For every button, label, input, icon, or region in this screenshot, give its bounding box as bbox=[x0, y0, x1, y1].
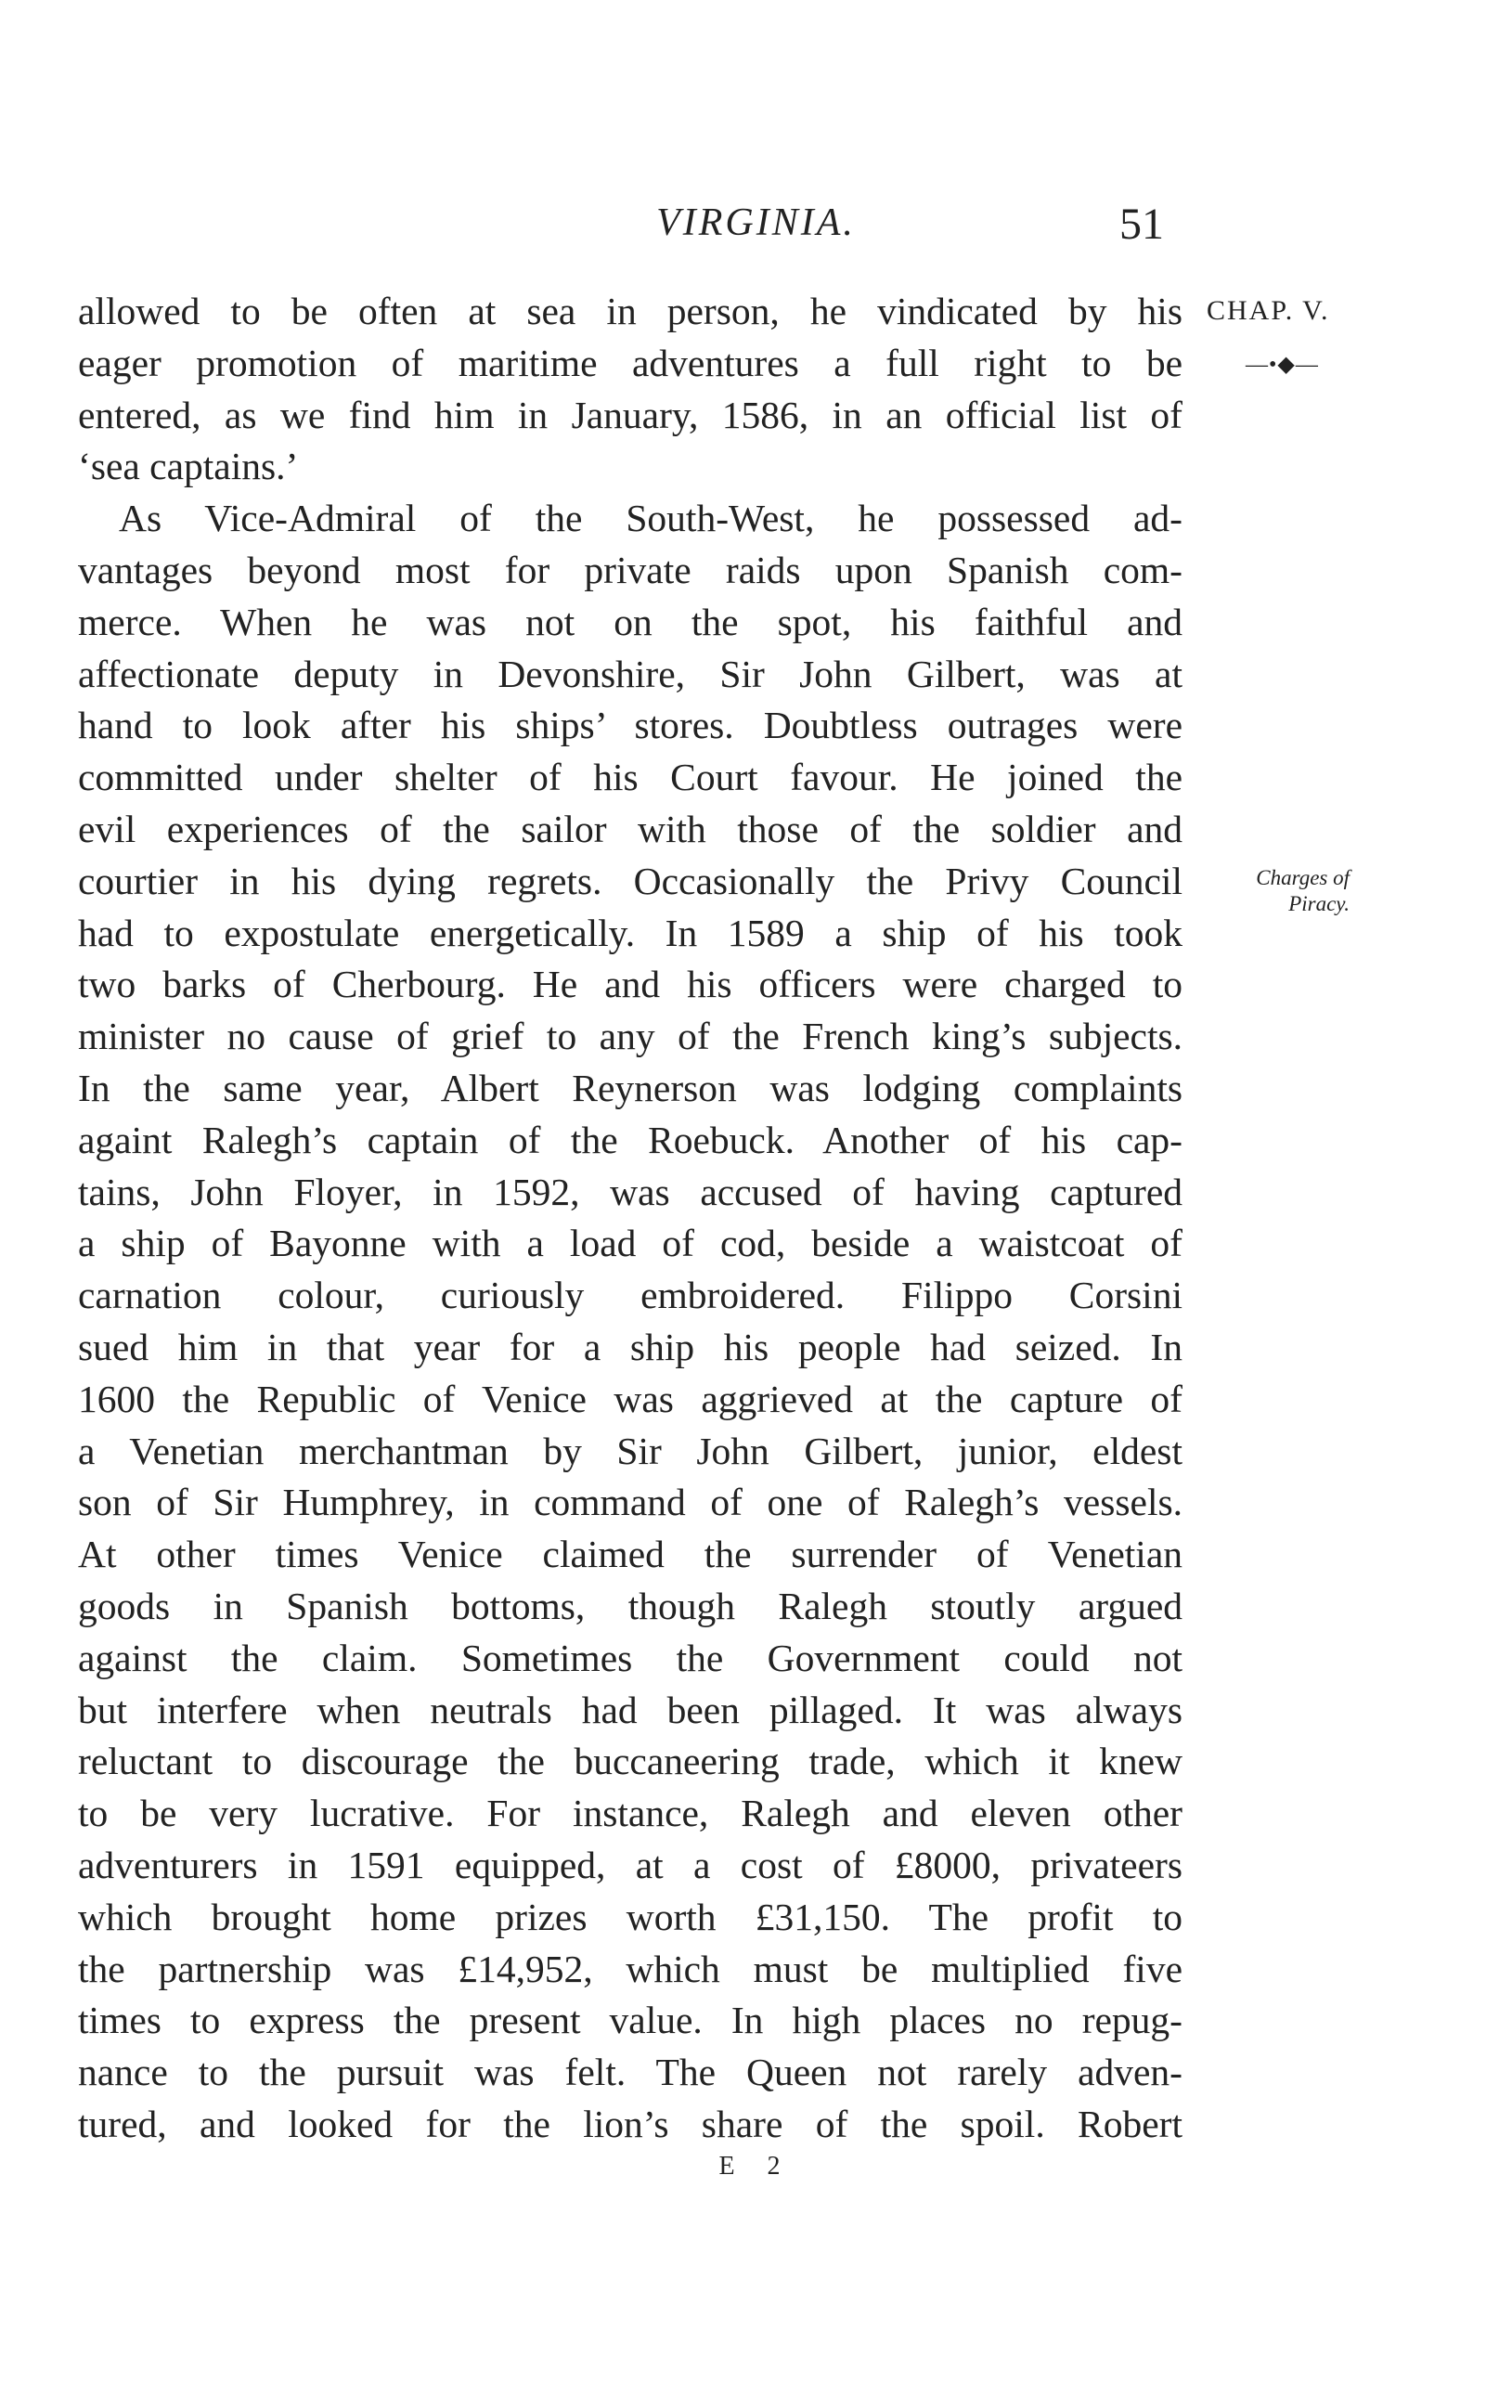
text-line: vantages beyond most for private raids upon Spanish com- bbox=[78, 548, 1182, 591]
text-line: affectionate deputy in Devonshire, Sir John Gilbert, was at bbox=[78, 652, 1182, 695]
text-line: againt Ralegh’s captain of the Roebuck. Another of his cap- bbox=[78, 1118, 1182, 1161]
text-line: reluctant to discourage the buccaneering trade, which it knew bbox=[78, 1740, 1182, 1783]
text-line: tains, John Floyer, in 1592, was accused of having captured bbox=[78, 1170, 1182, 1213]
text-line: nance to the pursuit was felt. The Queen not rarely adven- bbox=[78, 2051, 1182, 2094]
text-line: merce. When he was not on the spot, his faithful and bbox=[78, 600, 1182, 643]
text-line: ‘sea captains.’ bbox=[78, 445, 299, 488]
text-line: As Vice-Admiral of the South-West, he possessed ad- bbox=[119, 497, 1182, 540]
text-line: allowed to be often at sea in person, he vindicated by his bbox=[78, 290, 1182, 332]
page-number: 51 bbox=[1119, 200, 1164, 249]
text-line: 1600 the Republic of Venice was aggrieved at the capture of bbox=[78, 1377, 1182, 1420]
signature-mark: E 2 bbox=[718, 2152, 794, 2181]
text-line: adventurers in 1591 equipped, at a cost of £8000, privateers bbox=[78, 1843, 1182, 1886]
text-line: minister no cause of grief to any of the French king’s subjects. bbox=[78, 1015, 1182, 1058]
text-line: had to expostulate energetically. In 1589 a ship of his took bbox=[78, 911, 1182, 954]
text-line: sued him in that year for a ship his people had seized. In bbox=[78, 1325, 1182, 1368]
text-line: son of Sir Humphrey, in command of one of Ralegh’s vessels. bbox=[78, 1481, 1182, 1524]
text-line: a ship of Bayonne with a load of cod, beside a waistcoat of bbox=[78, 1222, 1182, 1265]
text-line: eager promotion of maritime adventures a full right to be bbox=[78, 341, 1182, 384]
text-line: a Venetian merchantman by Sir John Gilbert, junior, eldest bbox=[78, 1429, 1182, 1472]
text-line: times to express the present value. In high places no repug- bbox=[78, 1999, 1182, 2042]
text-line: carnation colour, curiously embroidered. Filippo Corsini bbox=[78, 1274, 1182, 1317]
body-paragraphs bbox=[78, 286, 1182, 2151]
text-line: courtier in his dying regrets. Occasionally the Privy Council bbox=[78, 859, 1182, 902]
text-line: tured, and looked for the lion’s share of the spoil. Robert bbox=[78, 2102, 1182, 2145]
text-line: At other times Venice claimed the surrender of Venetian bbox=[78, 1533, 1182, 1576]
sidenote-charges-of-piracy: Charges of Piracy. bbox=[1256, 866, 1350, 915]
running-title: VIRGINIA. bbox=[656, 201, 856, 244]
text-line: to be very lucrative. For instance, Ralegh and eleven other bbox=[78, 1792, 1182, 1835]
sidenote-chapter: CHAP. V. bbox=[1207, 295, 1330, 326]
text-line: goods in Spanish bottoms, though Ralegh stoutly argued bbox=[78, 1584, 1182, 1627]
text-line: against the claim. Sometimes the Government could not bbox=[78, 1636, 1182, 1679]
text-line: the partnership was £14,952, which must be multiplied five bbox=[78, 1947, 1182, 1990]
sidenote-ornament-rule: —•◆— bbox=[1246, 353, 1319, 377]
text-line: In the same year, Albert Reynerson was lodging complaints bbox=[78, 1066, 1182, 1109]
text-line: which brought home prizes worth £31,150. The profit to bbox=[78, 1895, 1182, 1938]
text-line: committed under shelter of his Court favour. He joined the bbox=[78, 756, 1182, 799]
text-line: evil experiences of the sailor with those of the soldier and bbox=[78, 807, 1182, 850]
text-line: two barks of Cherbourg. He and his officers were charged to bbox=[78, 963, 1182, 1006]
text-line: entered, as we find him in January, 1586, in an official list of bbox=[78, 393, 1182, 436]
text-line: but interfere when neutrals had been pillaged. It was always bbox=[78, 1688, 1182, 1731]
text-line: hand to look after his ships’ stores. Doubtless outrages were bbox=[78, 704, 1182, 747]
